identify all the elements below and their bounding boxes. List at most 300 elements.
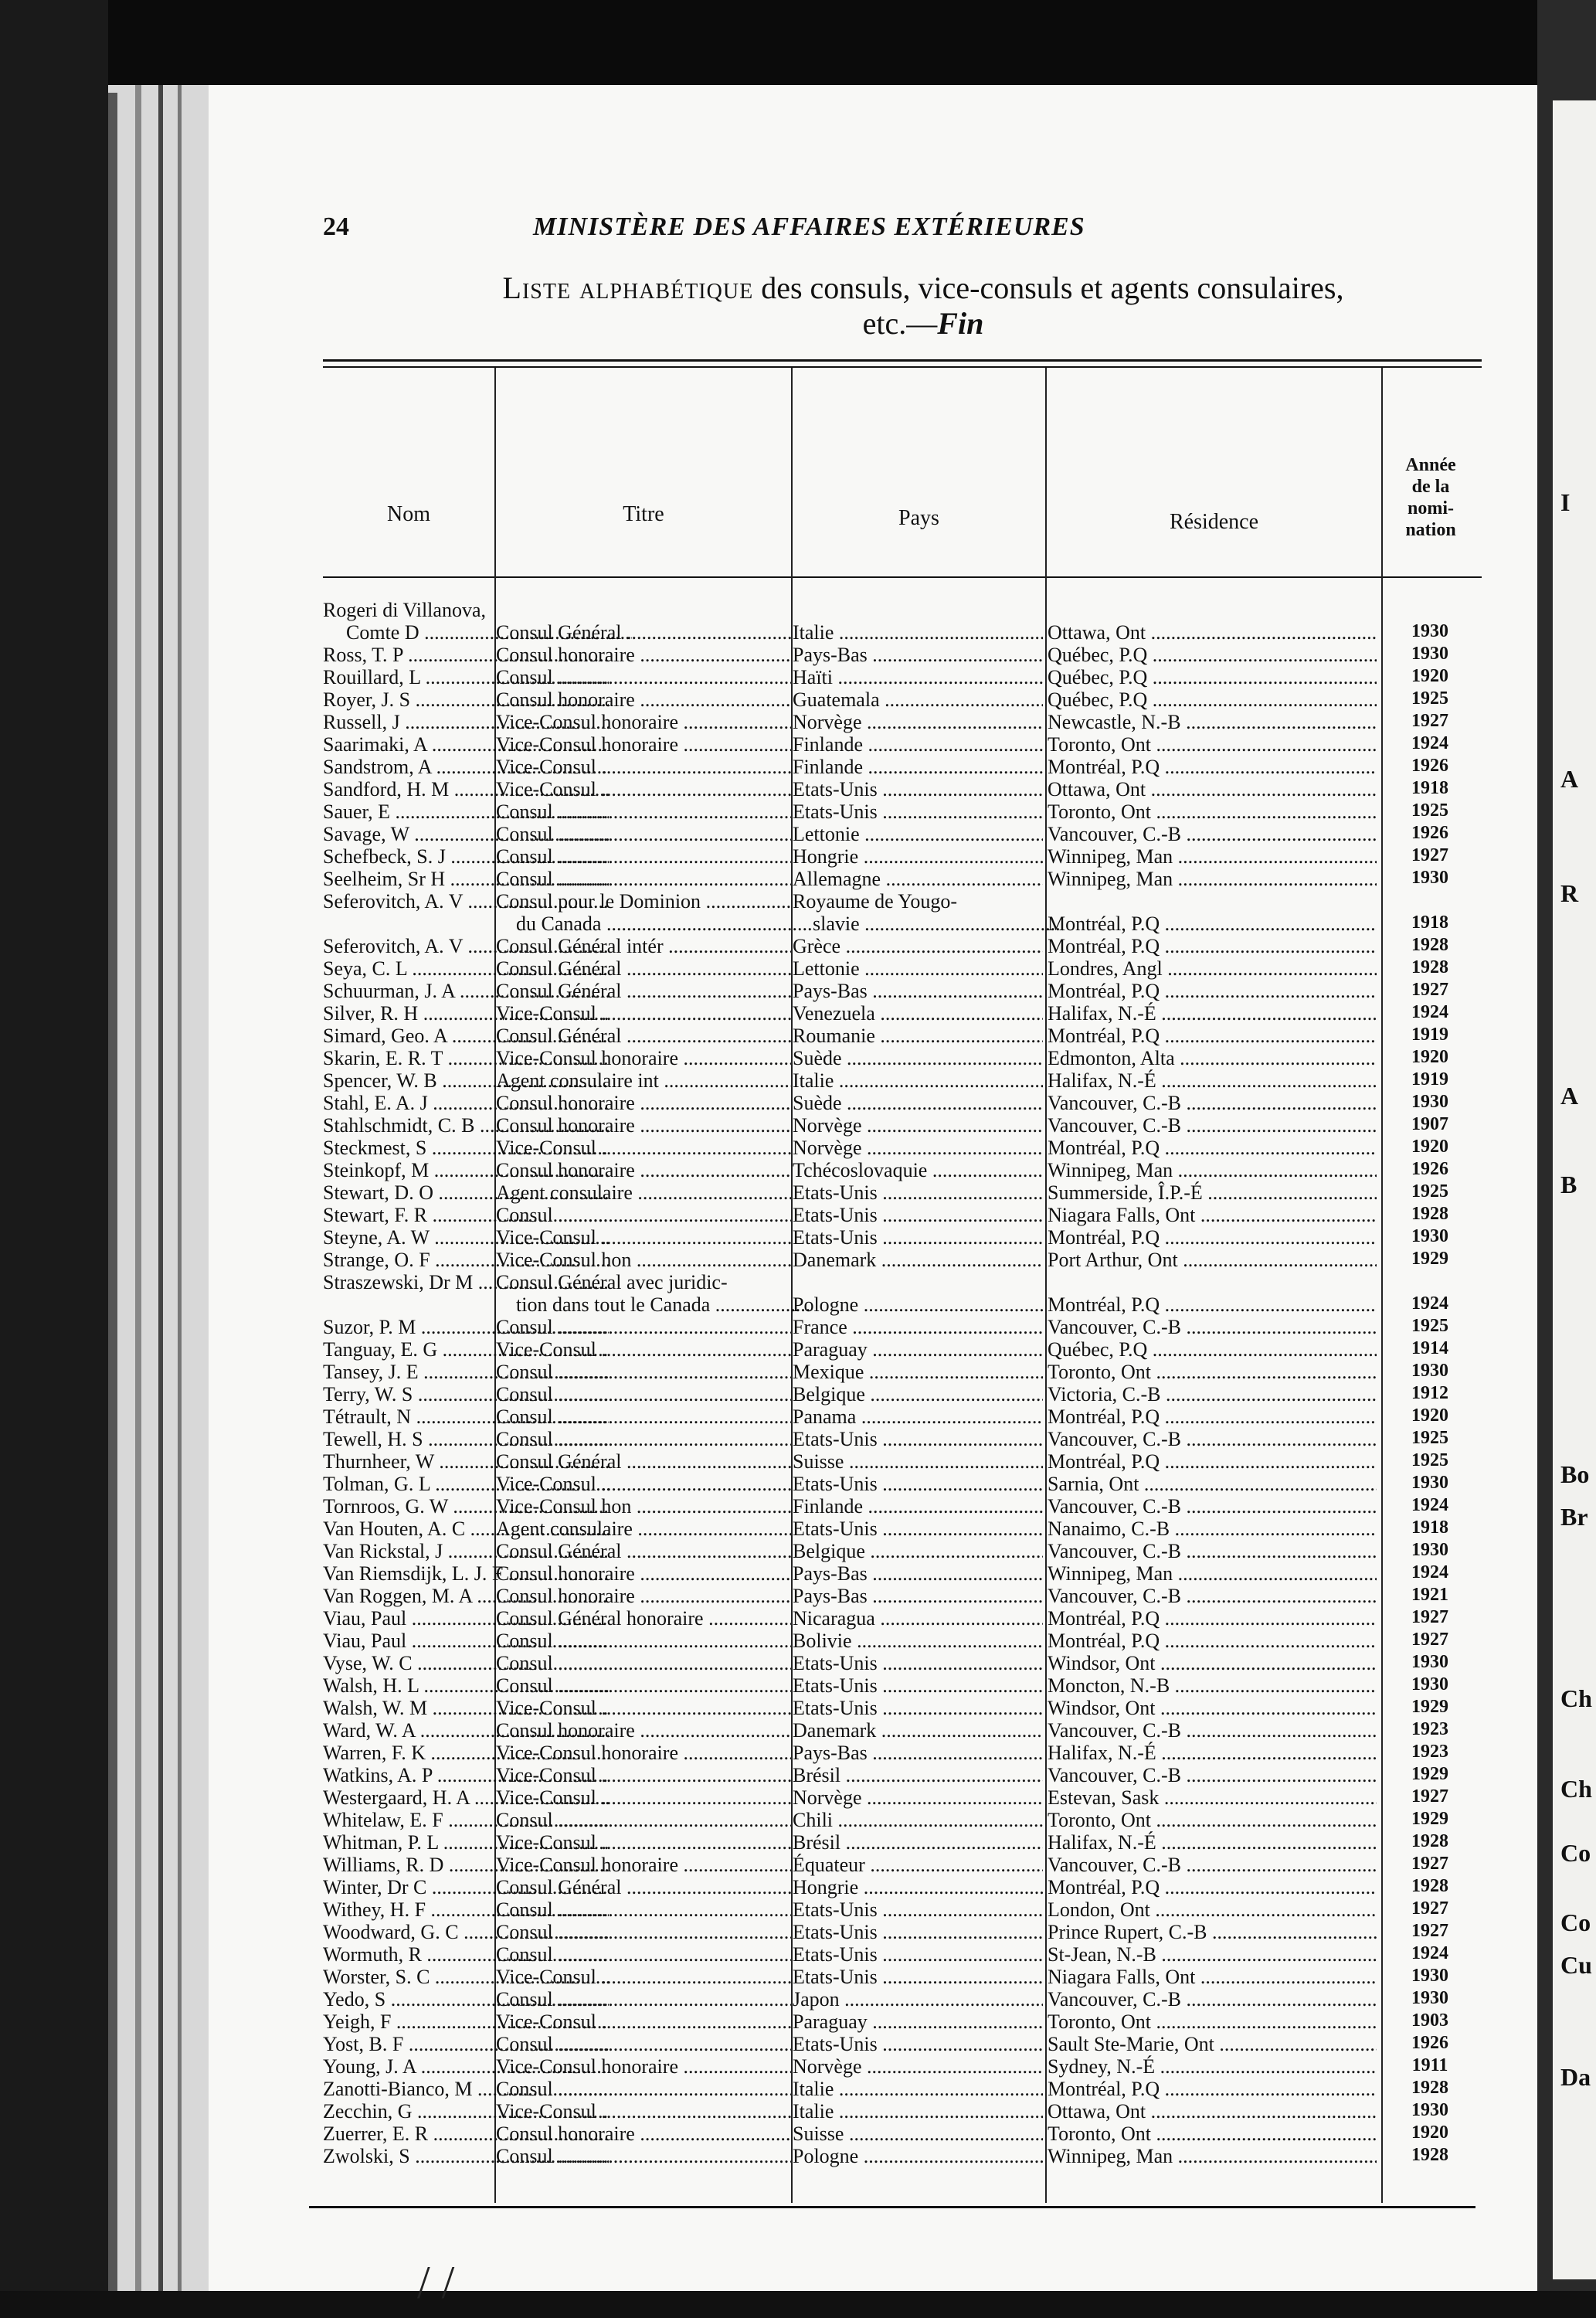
table-row [209, 1988, 1537, 2010]
cell-titre: Consul ..... [496, 1405, 791, 1429]
cell-year: 1924 [1411, 1943, 1448, 1963]
cell-year: 1919 [1411, 1025, 1448, 1045]
cell-res: Vancouver, C.-B ..... [1048, 1495, 1377, 1518]
cell-res: Sarnia, Ont ..... [1048, 1473, 1377, 1496]
cell-titre: Consul pour le Dominion ..... [496, 890, 791, 913]
table-row [209, 666, 1537, 688]
cell-nom: Silver, R. H ..... [323, 1002, 609, 1025]
cell-pays: slavie ..... [793, 913, 1063, 936]
cell-year: 1930 [1411, 1674, 1448, 1694]
cell-res: Québec, P.Q ..... [1048, 644, 1377, 667]
cell-res: Montréal, P.Q ..... [1048, 1607, 1377, 1630]
cell-pays: Etats-Unis ..... [793, 1921, 1043, 1944]
cell-year: 1925 [1411, 1316, 1448, 1336]
cell-nom: Seferovitch, A. V ..... [323, 890, 609, 913]
cell-year: 1914 [1411, 1338, 1448, 1358]
cell-pays: Paraguay ..... [793, 1338, 1043, 1361]
cell-nom: Suzor, P. M ..... [323, 1316, 609, 1339]
cell-year: 1930 [1411, 1092, 1448, 1112]
year-header-line: de la [1411, 477, 1450, 497]
cell-pays: Pologne ..... [793, 2145, 1043, 2168]
cell-titre: Consul honoraire ..... [496, 688, 791, 712]
cell-titre: Consul ..... [496, 1898, 791, 1922]
table-row [209, 1316, 1537, 1338]
title-fin: Fin [937, 306, 984, 341]
cell-titre: Vice-Consul ..... [496, 2100, 791, 2123]
column-header-titre: Titre [623, 502, 664, 526]
table-row [209, 1249, 1537, 1271]
cell-pays: Etats-Unis ..... [793, 1898, 1043, 1922]
cell-year: 1920 [1411, 1405, 1448, 1426]
cell-year: 1911 [1411, 2055, 1448, 2075]
cell-res: Winnipeg, Man ..... [1048, 868, 1377, 891]
cell-year: 1912 [1411, 1383, 1448, 1403]
table-row [209, 1450, 1537, 1473]
cell-titre: du Canada ..... [496, 913, 811, 936]
table-row [209, 1428, 1537, 1450]
cell-titre: Agent consulaire int ..... [496, 1069, 791, 1093]
cell-year: 1927 [1411, 1607, 1448, 1627]
column-header-annee [1384, 454, 1477, 541]
cell-pays: Etats-Unis ..... [793, 1674, 1043, 1698]
cell-nom: Vyse, W. C ..... [323, 1652, 609, 1675]
table-row [209, 1719, 1537, 1742]
margin-glyph: Da [1560, 2063, 1591, 2091]
cell-year: 1925 [1411, 800, 1448, 821]
cell-titre: Consul ..... [496, 1652, 791, 1675]
table-row [209, 2078, 1537, 2100]
header-rule [323, 576, 1482, 578]
cell-res: Montréal, P.Q ..... [1048, 1293, 1377, 1317]
cell-nom: Viau, Paul ..... [323, 1607, 609, 1630]
cell-res: Montréal, P.Q ..... [1048, 1137, 1377, 1160]
cell-titre: Consul honoraire ..... [496, 1719, 791, 1742]
cell-nom: Schuurman, J. A ..... [323, 980, 609, 1003]
document-page [209, 85, 1537, 2308]
bottom-rule [309, 2206, 1475, 2208]
cell-titre: Consul ..... [496, 1921, 791, 1944]
cell-titre: Vice-Consul ..... [496, 1226, 791, 1249]
cell-nom: Zwolski, S ..... [323, 2145, 609, 2168]
margin-glyph: Ch [1560, 1684, 1592, 1712]
cell-pays: Danemark ..... [793, 1249, 1043, 1272]
cell-nom: Westergaard, H. A ..... [323, 1786, 609, 1810]
cell-nom: Wormuth, R ..... [323, 1943, 609, 1966]
cell-titre: Consul ..... [496, 868, 791, 891]
cell-pays: Pays-Bas ..... [793, 1585, 1043, 1608]
cell-nom: Stahl, E. A. J ..... [323, 1092, 609, 1115]
cell-year: 1924 [1411, 733, 1448, 753]
cell-titre: Consul ..... [496, 2145, 791, 2168]
cell-pays: Norvège ..... [793, 2055, 1043, 2078]
cell-year: 1925 [1411, 1450, 1448, 1470]
cell-year: 1930 [1411, 1473, 1448, 1493]
cell-titre: Consul ..... [496, 1988, 791, 2011]
cell-titre: Consul Général ..... [496, 957, 791, 981]
table-row [209, 1293, 1537, 1316]
cell-res: Québec, P.Q ..... [1048, 1338, 1377, 1361]
table-row [209, 1630, 1537, 1652]
cell-titre: Vice-Consul ..... [496, 1786, 791, 1810]
cell-res: Toronto, Ont ..... [1048, 2123, 1377, 2146]
cell-nom: Williams, R. D ..... [323, 1854, 609, 1877]
cell-titre: Vice-Consul ..... [496, 1831, 791, 1854]
cell-nom: Rouillard, L ..... [323, 666, 609, 689]
cell-res: Niagara Falls, Ont ..... [1048, 1966, 1377, 1989]
cell-nom: Van Riemsdijk, L. J. F ..... [323, 1562, 609, 1586]
margin-glyph: A [1560, 765, 1579, 793]
cell-pays: Etats-Unis ..... [793, 800, 1043, 824]
cell-pays: Etats-Unis ..... [793, 1966, 1043, 1989]
cell-year: 1928 [1411, 1204, 1448, 1224]
cell-pays: Etats-Unis ..... [793, 1652, 1043, 1675]
cell-pays: Etats-Unis ..... [793, 1181, 1043, 1205]
cell-titre: Consul honoraire ..... [496, 1159, 791, 1182]
cell-year: 1926 [1411, 823, 1448, 843]
cell-nom: Tansey, J. E ..... [323, 1361, 609, 1384]
cell-year: 1927 [1411, 711, 1448, 731]
cell-res: Vancouver, C.-B ..... [1048, 823, 1377, 846]
cell-nom: Royer, J. S ..... [323, 688, 609, 712]
cell-year: 1928 [1411, 1876, 1448, 1896]
year-header-line: Année [1405, 455, 1456, 475]
cell-year: 1927 [1411, 1630, 1448, 1650]
cell-nom: Viau, Paul ..... [323, 1630, 609, 1653]
cell-pays: Suède ..... [793, 1092, 1043, 1115]
cell-titre: Consul honoraire ..... [496, 1114, 791, 1137]
cell-titre: Consul ..... [496, 1316, 791, 1339]
cell-res: Windsor, Ont ..... [1048, 1697, 1377, 1720]
cell-titre: Consul ..... [496, 1361, 791, 1384]
cell-nom: Schefbeck, S. J ..... [323, 845, 609, 868]
cell-year: 1930 [1411, 1966, 1448, 1986]
cell-nom: Tornroos, G. W ..... [323, 1495, 609, 1518]
cell-pays: Pays-Bas ..... [793, 644, 1043, 667]
cell-nom: Ward, W. A ..... [323, 1719, 609, 1742]
cell-res: Halifax, N.-É ..... [1048, 1831, 1377, 1854]
page-number: 24 [323, 212, 349, 241]
cell-year: 1918 [1411, 1518, 1448, 1538]
cell-pays: Panama ..... [793, 1405, 1043, 1429]
cell-res: Vancouver, C.-B ..... [1048, 1540, 1377, 1563]
cell-res: Newcastle, N.-B ..... [1048, 711, 1377, 734]
cell-year: 1930 [1411, 1652, 1448, 1672]
table-row [209, 1674, 1537, 1697]
cell-res: Ottawa, Ont ..... [1048, 2100, 1377, 2123]
year-header-line: nomi- [1408, 498, 1454, 518]
cell-nom: Watkins, A. P ..... [323, 1764, 609, 1787]
cell-pays: Mexique ..... [793, 1361, 1043, 1384]
cell-year: 1930 [1411, 868, 1448, 888]
cell-titre: Vice-Consul ..... [496, 1697, 791, 1720]
cell-year: 1927 [1411, 1854, 1448, 1874]
column-header-pays: Pays [898, 506, 939, 530]
cell-pays: Etats-Unis ..... [793, 2033, 1043, 2056]
cell-nom: Sauer, E ..... [323, 800, 609, 824]
table-row [209, 1092, 1537, 1114]
cell-pays: Etats-Unis ..... [793, 1473, 1043, 1496]
margin-glyph: Br [1560, 1503, 1588, 1531]
cell-nom: Simard, Geo. A ..... [323, 1025, 609, 1048]
cell-res: Toronto, Ont ..... [1048, 2010, 1377, 2034]
cell-year: 1930 [1411, 1361, 1448, 1381]
margin-glyph: Bo [1560, 1460, 1590, 1488]
table-row [209, 1697, 1537, 1719]
table-row [209, 2145, 1537, 2167]
cell-pays: Grèce ..... [793, 935, 1043, 958]
cell-year: 1920 [1411, 2123, 1448, 2143]
cell-titre: Vice-Consul ..... [496, 756, 791, 779]
cell-titre: Vice-Consul ..... [496, 1002, 791, 1025]
table-row [209, 688, 1537, 711]
cell-nom: Withey, H. F ..... [323, 1898, 609, 1922]
cell-year: 1918 [1411, 778, 1448, 798]
cell-pays: Norvège ..... [793, 1137, 1043, 1160]
cell-titre: Vice-Consul hon ..... [496, 1495, 791, 1518]
cell-year: 1928 [1411, 957, 1448, 977]
cell-res: Vancouver, C.-B ..... [1048, 1316, 1377, 1339]
cell-year: 1924 [1411, 1495, 1448, 1515]
cell-titre: Consul Général honoraire ..... [496, 1607, 791, 1630]
margin-glyph: R [1560, 879, 1579, 907]
cell-year: 1903 [1411, 2010, 1448, 2031]
cell-nom: Spencer, W. B ..... [323, 1069, 609, 1093]
table-row [209, 1181, 1537, 1204]
table-row [209, 621, 1537, 644]
table-row [209, 644, 1537, 666]
cell-nom: Terry, W. S ..... [323, 1383, 609, 1406]
cell-titre: Consul ..... [496, 1204, 791, 1227]
cell-pays: Etats-Unis ..... [793, 1226, 1043, 1249]
margin-scribble: / / [417, 2257, 455, 2308]
cell-res: Nanaimo, C.-B ..... [1048, 1518, 1377, 1541]
table-row [209, 868, 1537, 890]
cell-year: 1928 [1411, 2145, 1448, 2165]
cell-year: 1929 [1411, 1764, 1448, 1784]
cell-titre: Consul ..... [496, 1630, 791, 1653]
cell-res: Vancouver, C.-B ..... [1048, 1428, 1377, 1451]
cell-pays: Etats-Unis ..... [793, 778, 1043, 801]
cell-res: Vancouver, C.-B ..... [1048, 1092, 1377, 1115]
cell-res: Halifax, N.-É ..... [1048, 1002, 1377, 1025]
cell-year: 1923 [1411, 1719, 1448, 1739]
cell-pays: Finlande ..... [793, 733, 1043, 756]
cell-year: 1930 [1411, 621, 1448, 641]
margin-glyph: Ch [1560, 1775, 1592, 1803]
cell-pays: Etats-Unis ..... [793, 1943, 1043, 1966]
table-row [209, 890, 1537, 913]
cell-nom: Warren, F. K ..... [323, 1742, 609, 1765]
cell-year: 1923 [1411, 1742, 1448, 1762]
cell-pays: Pologne ..... [793, 1293, 1043, 1317]
cell-nom: Stewart, F. R ..... [323, 1204, 609, 1227]
table-row [209, 957, 1537, 980]
cell-nom: Rogeri di Villanova, [323, 599, 486, 621]
cell-res: Prince Rupert, C.-B ..... [1048, 1921, 1377, 1944]
cell-nom: Sandford, H. M ..... [323, 778, 609, 801]
cell-res: Montréal, P.Q ..... [1048, 1876, 1377, 1899]
cell-pays: Etats-Unis ..... [793, 1204, 1043, 1227]
cell-titre: Consul Général ..... [496, 1876, 791, 1899]
cell-titre: Consul Général ..... [496, 1540, 791, 1563]
cell-res: Halifax, N.-É ..... [1048, 1742, 1377, 1765]
cell-year: 1920 [1411, 666, 1448, 686]
cell-nom: Strange, O. F ..... [323, 1249, 609, 1272]
cell-nom: Straszewski, Dr M ..... [323, 1271, 609, 1294]
double-rule [323, 359, 1482, 362]
margin-glyph: Cu [1560, 1951, 1592, 1979]
cell-titre: Consul ..... [496, 2033, 791, 2056]
adjacent-page-edge [1537, 0, 1596, 2318]
margin-glyph: I [1560, 488, 1571, 516]
cell-nom: Woodward, G. C ..... [323, 1921, 609, 1944]
cell-pays: Hongrie ..... [793, 1876, 1043, 1899]
cell-nom: Tolman, G. L ..... [323, 1473, 609, 1496]
cell-year: 1930 [1411, 2100, 1448, 2120]
table-row [209, 1652, 1537, 1674]
cell-res: Montréal, P.Q ..... [1048, 913, 1377, 936]
scan-top-border [0, 0, 1596, 85]
cell-res: Vancouver, C.-B ..... [1048, 1114, 1377, 1137]
cell-res: Niagara Falls, Ont ..... [1048, 1204, 1377, 1227]
margin-glyph: Co [1560, 1908, 1591, 1936]
cell-pays: Belgique ..... [793, 1540, 1043, 1563]
scan-bottom-border [0, 2291, 1596, 2318]
cell-res: Montréal, P.Q ..... [1048, 935, 1377, 958]
cell-nom: Tewell, H. S ..... [323, 1428, 609, 1451]
table-row [209, 1809, 1537, 1831]
cell-year: 1925 [1411, 688, 1448, 709]
table-row [209, 1338, 1537, 1361]
cell-pays: Hongrie ..... [793, 845, 1043, 868]
cell-pays: Pays-Bas ..... [793, 1742, 1043, 1765]
cell-nom: Zanotti-Bianco, M ..... [323, 2078, 609, 2101]
cell-nom: Zuerrer, E. R ..... [323, 2123, 609, 2146]
cell-titre: Consul Général ..... [496, 1450, 791, 1473]
cell-nom: Steinkopf, M ..... [323, 1159, 609, 1182]
cell-titre: Consul ..... [496, 1383, 791, 1406]
cell-titre: Consul ..... [496, 2078, 791, 2101]
table-row [209, 778, 1537, 800]
cell-res: Vancouver, C.-B ..... [1048, 1764, 1377, 1787]
margin-glyph: Co [1560, 1839, 1591, 1867]
cell-nom: Comte D ..... [323, 621, 632, 644]
cell-pays: Guatemala ..... [793, 688, 1043, 712]
cell-titre: Vice-Consul honoraire ..... [496, 2055, 791, 2078]
cell-titre: Vice-Consul ..... [496, 2010, 791, 2034]
cell-pays: Italie ..... [793, 621, 1043, 644]
table-row [209, 2055, 1537, 2078]
cell-titre: Vice-Consul honoraire ..... [496, 1742, 791, 1765]
cell-year: 1930 [1411, 1540, 1448, 1560]
title-smallcaps: Liste alphabétique [502, 270, 754, 305]
cell-titre: Vice-Consul hon ..... [496, 1249, 791, 1272]
cell-nom: Yeigh, F ..... [323, 2010, 609, 2034]
cell-nom: Walsh, H. L ..... [323, 1674, 609, 1698]
cell-year: 1927 [1411, 1921, 1448, 1941]
cell-pays: Paraguay ..... [793, 2010, 1043, 2034]
cell-titre: Consul honoraire ..... [496, 1092, 791, 1115]
table-row [209, 1742, 1537, 1764]
cell-pays: Suisse ..... [793, 1450, 1043, 1473]
cell-nom: Tanguay, E. G ..... [323, 1338, 609, 1361]
cell-nom: Van Rickstal, J ..... [323, 1540, 609, 1563]
table-row [209, 1383, 1537, 1405]
cell-pays: Italie ..... [793, 2100, 1043, 2123]
cell-pays: Finlande ..... [793, 1495, 1043, 1518]
cell-year: 1928 [1411, 1831, 1448, 1851]
cell-year: 1927 [1411, 845, 1448, 865]
cell-titre: Consul ..... [496, 666, 791, 689]
cell-titre: Consul honoraire ..... [496, 1562, 791, 1586]
cell-res: Sault Ste-Marie, Ont ..... [1048, 2033, 1377, 2056]
cell-res: St-Jean, N.-B ..... [1048, 1943, 1377, 1966]
cell-year: 1926 [1411, 1159, 1448, 1179]
table-title [363, 270, 1483, 342]
table-row [209, 1114, 1537, 1137]
cell-res: Toronto, Ont ..... [1048, 1809, 1377, 1832]
cell-nom: Yost, B. F ..... [323, 2033, 609, 2056]
table-row [209, 756, 1537, 778]
cell-titre: Vice-Consul honoraire ..... [496, 1854, 791, 1877]
cell-pays: Allemagne ..... [793, 868, 1043, 891]
cell-res: Montréal, P.Q ..... [1048, 756, 1377, 779]
column-header-residence: Résidence [1169, 510, 1259, 534]
cell-res: Toronto, Ont ..... [1048, 733, 1377, 756]
double-rule [323, 366, 1482, 368]
cell-titre: Consul ..... [496, 823, 791, 846]
cell-res: Summerside, Î.P.-É ..... [1048, 1181, 1377, 1205]
cell-res: Winnipeg, Man ..... [1048, 845, 1377, 868]
cell-pays: Suisse ..... [793, 2123, 1043, 2146]
cell-nom: Seya, C. L ..... [323, 957, 609, 981]
cell-res: Montréal, P.Q ..... [1048, 2078, 1377, 2101]
title-rest: des consuls, vice-consuls et agents consulaires, [753, 270, 1344, 305]
cell-year: 1920 [1411, 1047, 1448, 1067]
cell-res: Moncton, N.-B ..... [1048, 1674, 1377, 1698]
table-row [209, 2033, 1537, 2055]
table-row [209, 1764, 1537, 1786]
cell-year: 1921 [1411, 1585, 1448, 1605]
cell-year: 1929 [1411, 1809, 1448, 1829]
table-row [209, 800, 1537, 823]
cell-pays: Norvège ..... [793, 1786, 1043, 1810]
cell-nom: Thurnheer, W ..... [323, 1450, 609, 1473]
cell-pays: Etats-Unis ..... [793, 1518, 1043, 1541]
cell-pays: Brésil ..... [793, 1764, 1043, 1787]
cell-year: 1925 [1411, 1428, 1448, 1448]
cell-year: 1926 [1411, 2033, 1448, 2053]
cell-pays: Lettonie ..... [793, 957, 1043, 981]
table-row [209, 1495, 1537, 1518]
cell-titre: Vice-Consul ..... [496, 1338, 791, 1361]
cell-pays: Suède ..... [793, 1047, 1043, 1070]
cell-nom: Stewart, D. O ..... [323, 1181, 609, 1205]
cell-titre: Consul ..... [496, 800, 791, 824]
cell-titre: Consul honoraire ..... [496, 1585, 791, 1608]
cell-year: 1924 [1411, 1002, 1448, 1022]
cell-res: Ottawa, Ont ..... [1048, 778, 1377, 801]
cell-res: Vancouver, C.-B ..... [1048, 1585, 1377, 1608]
cell-pays: Belgique ..... [793, 1383, 1043, 1406]
book-spine-edge [0, 0, 108, 2318]
cell-pays: Haïti ..... [793, 666, 1043, 689]
margin-glyph: B [1560, 1171, 1577, 1198]
cell-nom: Seferovitch, A. V ..... [323, 935, 609, 958]
cell-year: 1924 [1411, 1562, 1448, 1582]
cell-pays: Etats-Unis ..... [793, 1428, 1043, 1451]
cell-res: Toronto, Ont ..... [1048, 800, 1377, 824]
